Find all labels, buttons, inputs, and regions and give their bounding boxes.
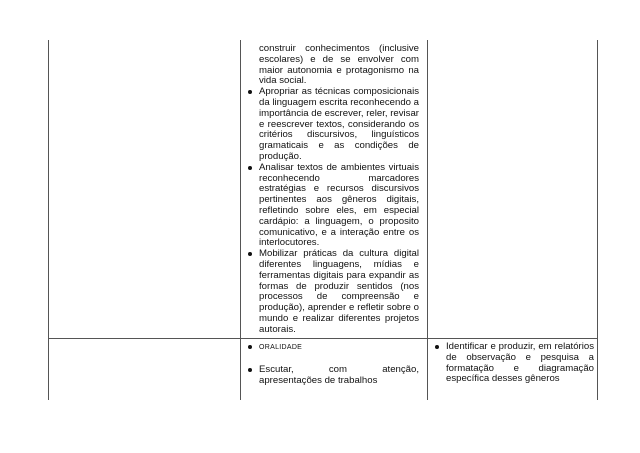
table-border-left: [48, 40, 49, 400]
bullet-icon: [248, 166, 252, 170]
list-item: Apropriar as técnicas composicionais da linguagem escrita reconhecendo a importância de escrever, reler, revisar e reescrever textos, considerando os critérios discursivos, linguísticos gramaticais e as condições de produção.: [244, 87, 419, 163]
bullet-icon: [248, 90, 252, 94]
objectives-list: [244, 87, 419, 335]
oral-list: [244, 342, 419, 386]
list-item: [244, 342, 419, 354]
bullet-icon: [248, 252, 252, 256]
table-row-divider: [48, 338, 598, 339]
objectives-cell-row1: [244, 44, 419, 336]
table-border-right: [597, 40, 598, 400]
list-item: Analisar textos de ambientes virtuais reconhecendo marcadores estratégias e recursos discursivos pertinentes aos gêneros digitais, refletindo sobre eles, em especial cardápio: a linguagem, o proposito comunicativo, e a interação entre os interlocutores.: [244, 163, 419, 249]
bullet-icon: [248, 368, 252, 372]
objectives-cell-row2: [244, 342, 419, 386]
skills-list: [431, 342, 594, 385]
table-divider-1: [240, 40, 241, 400]
bullet-icon: [248, 345, 252, 349]
skills-cell-row2: [431, 342, 594, 385]
continued-text: construir conhecimentos (inclusive escolares) e de se envolver com maior autonomia e protagonismo na vida social.: [259, 43, 419, 87]
bullet-icon: [435, 345, 439, 349]
list-item: Identificar e produzir, em relatórios de observação e pesquisa a formatação e diagramação específica desses gêneros: [431, 342, 594, 385]
table-divider-2: [427, 40, 428, 400]
list-item: Mobilizar práticas da cultura digital diferentes linguagens, mídias e ferramentas digitais para expandir as formas de produzir sentidos (nos processos de compreensão e produção), aprender e refletir sobre o mundo e realizar diferentes projetos autorais.: [244, 249, 419, 335]
list-item: Escutar, com atenção, apresentações de trabalhos: [244, 365, 419, 387]
section-heading: ORALIDADE: [259, 344, 303, 351]
